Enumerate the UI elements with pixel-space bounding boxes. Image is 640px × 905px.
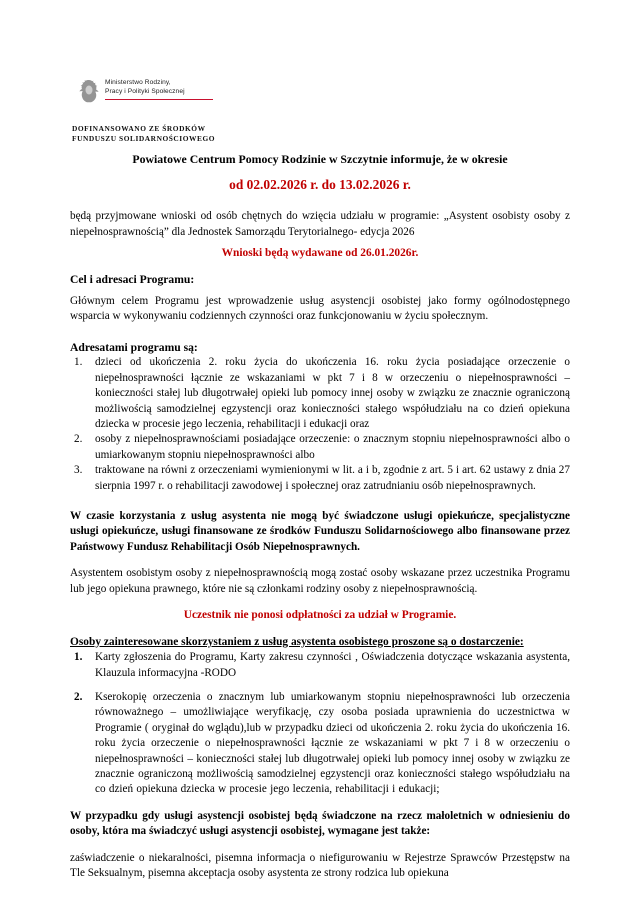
list-item bbox=[70, 463, 570, 494]
list-marker: 2. bbox=[74, 690, 83, 703]
ministry-logo bbox=[78, 78, 570, 110]
assistant-paragraph: Asystentem osobistym osoby z niepełnosprawnością mogą zostać osoby wskazane przez uczestnika Programu lub jego opiekuna prawnego, które nie są członkami rodziny osoby z niepełnosprawnością. bbox=[70, 567, 570, 595]
minors-requirements-paragraph: zaświadczenie o niekaralności, pisemna informacja o niefigurowaniu w Rejestrze Sprawców Przestępstw na Tle Seksualnym, pisemna akceptacja osoby asystenta ze strony rodzica lub opiekuna bbox=[70, 851, 570, 879]
documents-list bbox=[70, 650, 570, 798]
no-fee-notice: Uczestnik nie ponosi odpłatności za udział w Programie. bbox=[183, 609, 457, 622]
documents-heading: Osoby zainteresowane skorzystaniem z usług asystenta osobistego proszone są o dostarczenie: bbox=[70, 635, 524, 648]
minors-paragraph: W przypadku gdy usługi asystencji osobistej będą świadczone na rzecz małoletnich w odniesieniu do osoby, która ma świadczyć usługi asystencji osobistej, wymagane jest także: bbox=[70, 809, 570, 838]
list-marker: 3. bbox=[74, 464, 83, 477]
goal-paragraph: Głównym celem Programu jest wprowadzenie usług asystencji osobistej jako formy ogólnodostępnego wsparcia w wykonywaniu codziennych czynności oraz funkcjonowaniu w życiu społecznym. bbox=[70, 295, 570, 323]
list-item-text: traktowane na równi z orzeczeniami wymienionymi w lit. a i b, zgodnie z art. 5 i art. 62 ustawy z dnia 27 sierpnia 1997 r. o rehabilitacji zawodowej i społecznej oraz zatrudnianiu osób niepełnosprawnych. bbox=[95, 464, 570, 492]
page-title: Powiatowe Centrum Pomocy Rodzinie w Szczytnie informuje, że w okresie bbox=[132, 152, 508, 167]
list-marker: 1. bbox=[74, 356, 83, 369]
list-item bbox=[70, 432, 570, 463]
recipients-heading: Adresatami programu są: bbox=[70, 340, 198, 354]
funding-line-1: DOFINANSOWANO ZE ŚRODKÓW bbox=[72, 124, 206, 133]
applications-issued-notice: Wnioski będą wydawane od 26.01.2026r. bbox=[221, 247, 419, 259]
funding-statement bbox=[72, 124, 570, 143]
list-item-text: dzieci od ukończenia 2. roku życia do ukończenia 16. roku życia posiadające orzeczenie o niepełnosprawności łącznie ze wskazaniami w pkt 7 i 8 w orzeczeniu o niepełnosprawności – konieczności stałej lub długotrwałej opieki lub pomocy innej osoby w związku ze znacznie ograniczoną możliwością samodzielnej egzystencji oraz konieczności stałego współudziału na co dzień opiekuna dziecka w procesie jego leczenia, rehabilitacji i edukacji oraz bbox=[95, 356, 570, 431]
ministry-logo-text bbox=[105, 78, 213, 100]
list-item-text: osoby z niepełnosprawnościami posiadające orzeczenie: o znacznym stopniu niepełnosprawności albo o umiarkowanym stopniu niepełnosprawności albo bbox=[95, 433, 570, 461]
date-range: od 02.02.2026 r. do 13.02.2026 r. bbox=[229, 177, 411, 193]
list-item-text: Kserokopię orzeczenia o znacznym lub umiarkowanym stopniu niepełnosprawności lub orzeczenia równoważnego – umożliwiające weryfikację, czy osoba posiada uprawnienia do uczestnictwa w Programie ( oryginał do wglądu),lub w przypadku dzieci od ukończenia 2. roku życia do ukończenia 16. roku życia orzeczenie o niepełnosprawności łącznie ze wskazaniami w pkt 7 i 8 w orzeczeniu o niepełnosprawności – konieczności stałej lub długotrwałej opieki lub pomocy innej osoby w związku ze znacznie ograniczoną możliwością samodzielnej egzystencji oraz konieczności stałego współudziału na co dzień opiekuna dziecka w procesie jego leczenia, rehabilitacji i edukacji; bbox=[95, 690, 570, 796]
logo-red-rule bbox=[105, 99, 213, 101]
recipients-list bbox=[70, 355, 570, 494]
document-body bbox=[70, 151, 570, 881]
intro-paragraph: będą przyjmowane wnioski od osób chętnych do wzięcia udziału w programie: „Asystent osobisty osoby z niepełnosprawnością” dla Jednostek Samorządu Terytorialnego- edycja 2026 bbox=[70, 210, 570, 238]
list-item-text: Karty zgłoszenia do Programu, Karty zakresu czynności , Oświadczenia dotyczące wskazania asystenta, Klauzula informacyjna -RODO bbox=[95, 651, 570, 679]
list-marker: 1. bbox=[74, 651, 83, 664]
list-item bbox=[70, 650, 570, 681]
restriction-paragraph: W czasie korzystania z usług asystenta nie mogą być świadczone usługi opiekuńcze, specjalistyczne usługi opiekuńcze, usługi finansowane ze środków Funduszu Solidarnościowego albo finansowane przez Państwowy Fundusz Rehabilitacji Osób Niepełnosprawnych. bbox=[70, 510, 570, 553]
goal-heading: Cel i adresaci Programu: bbox=[70, 273, 195, 287]
funding-line-2: FUNDUSZU SOLIDARNOŚCIOWEGO bbox=[72, 133, 216, 143]
polish-eagle-emblem-icon bbox=[78, 78, 100, 104]
list-item bbox=[70, 355, 570, 432]
list-marker: 2. bbox=[74, 433, 83, 446]
ministry-name-line-1: Ministerstwo Rodziny, bbox=[105, 79, 171, 86]
list-item bbox=[70, 690, 570, 798]
ministry-name-line-2: Pracy i Polityki Społecznej bbox=[105, 87, 185, 95]
